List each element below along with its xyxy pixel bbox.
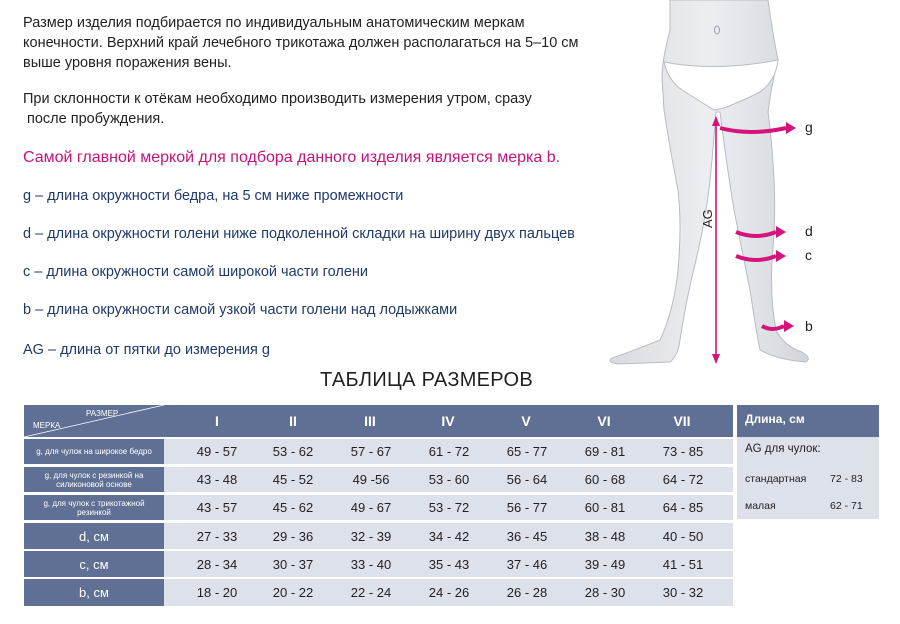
table-cell: 60 - 81 xyxy=(584,500,626,515)
length-row-name: малая xyxy=(745,500,776,512)
table-cell: 49 - 67 xyxy=(350,500,392,515)
table-cell: 18 - 20 xyxy=(196,585,238,600)
table-cell: 61 - 72 xyxy=(428,444,470,459)
table-cell: 56 - 64 xyxy=(506,472,548,487)
measure-ag: AG – длина от пятки до измерения g xyxy=(23,342,270,358)
table-cell: 41 - 51 xyxy=(662,557,704,572)
row-label: g, для чулок на широкое бедро xyxy=(36,447,152,456)
size-header-2: II xyxy=(289,413,297,429)
label-b: b xyxy=(805,318,813,334)
table-cell: 28 - 30 xyxy=(584,585,626,600)
size-header-4: IV xyxy=(441,413,455,429)
table-cell: 56 - 77 xyxy=(506,500,548,515)
table-cell: 53 - 72 xyxy=(428,500,470,515)
size-header-6: VI xyxy=(597,413,611,429)
table-cell: 38 - 48 xyxy=(584,529,626,544)
label-ag: AG xyxy=(700,209,715,228)
table-cell: 24 - 26 xyxy=(428,585,470,600)
table-cell: 35 - 43 xyxy=(428,557,470,572)
table-cell: 28 - 34 xyxy=(196,557,238,572)
table-cell: 57 - 67 xyxy=(350,444,392,459)
measure-b: b – длина окружности самой узкой части голени над лодыжками xyxy=(23,302,458,318)
table-cell: 33 - 40 xyxy=(350,557,392,572)
table-cell: 64 - 85 xyxy=(662,500,704,515)
table-cell: 43 - 57 xyxy=(196,500,238,515)
length-row-value: 72 - 83 xyxy=(830,473,863,485)
hips-shape xyxy=(610,0,808,364)
row-label: g, для чулок с трикотажной резинкой xyxy=(43,498,145,517)
table-cell: 22 - 24 xyxy=(350,585,392,600)
table-cell: 60 - 68 xyxy=(584,472,626,487)
table-cell: 29 - 36 xyxy=(272,529,314,544)
table-cell: 64 - 72 xyxy=(662,472,704,487)
table-cell: 32 - 39 xyxy=(350,529,392,544)
row-label: b, см xyxy=(79,585,109,600)
table-cell: 37 - 46 xyxy=(506,557,548,572)
table-cell: 36 - 45 xyxy=(506,529,548,544)
size-header-5: V xyxy=(521,413,531,429)
label-c: c xyxy=(805,247,812,263)
table-cell: 45 - 52 xyxy=(272,472,314,487)
label-g: g xyxy=(805,119,813,135)
table-cell: 27 - 33 xyxy=(196,529,238,544)
length-table-title: Длина, см xyxy=(745,412,805,426)
corner-measure-label: МЕРКА xyxy=(33,421,61,430)
table-cell: 30 - 37 xyxy=(272,557,314,572)
length-row-value: 62 - 71 xyxy=(830,500,863,512)
measure-g: g – длина окружности бедра, на 5 см ниже промежности xyxy=(23,188,404,204)
corner-size-label: РАЗМЕР xyxy=(86,409,119,418)
table-cell: 34 - 42 xyxy=(428,529,470,544)
table-cell: 45 - 62 xyxy=(272,500,314,515)
table-cell: 40 - 50 xyxy=(662,529,704,544)
table-cell: 73 - 85 xyxy=(662,444,704,459)
length-row-name: стандартная xyxy=(745,473,807,485)
row-label: d, см xyxy=(79,528,109,544)
main-measure-note: Самой главной меркой для подбора данного изделия является мерка b. xyxy=(23,149,561,166)
size-header-1: I xyxy=(215,413,219,429)
measure-d: d – длина окружности голени ниже подколенной складки на ширину двух пальцев xyxy=(23,226,575,242)
table-cell: 39 - 49 xyxy=(584,557,626,572)
table-cell: 30 - 32 xyxy=(662,585,704,600)
table-cell: 49 -56 xyxy=(352,472,390,487)
legs-diagram xyxy=(600,0,820,372)
label-d: d xyxy=(805,223,813,239)
table-cell: 20 - 22 xyxy=(272,585,314,600)
row-label: c, см xyxy=(79,556,109,572)
intro-line: выше уровня поражения вены. xyxy=(23,55,232,71)
intro-line: При склонности к отёкам необходимо производить измерения утром, сразу xyxy=(23,91,532,107)
table-title: ТАБЛИЦА РАЗМЕРОВ xyxy=(320,369,534,391)
table-cell: 26 - 28 xyxy=(506,585,548,600)
table-cell: 69 - 81 xyxy=(584,444,626,459)
size-header-3: III xyxy=(364,413,376,429)
table-cell: 53 - 62 xyxy=(272,444,314,459)
intro-paragraph-2 xyxy=(23,89,643,129)
intro-line: после пробуждения. xyxy=(27,111,165,127)
intro-line: конечности. Верхний край лечебного трикотажа должен располагаться на 5–10 см xyxy=(23,35,579,51)
measure-c: c – длина окружности самой широкой части голени xyxy=(23,264,369,280)
size-header-7: VII xyxy=(673,413,691,429)
table-cell: 53 - 60 xyxy=(428,472,470,487)
intro-line: Размер изделия подбирается по индивидуальным анатомическим меркам xyxy=(23,15,525,31)
table-cell: 65 - 77 xyxy=(506,444,548,459)
length-table-subtitle: AG для чулок: xyxy=(745,443,821,455)
row-label: g, для чулок с резинкой на силиконовой основе xyxy=(44,470,144,489)
table-cell: 49 - 57 xyxy=(196,444,238,459)
intro-paragraph-1 xyxy=(23,13,643,73)
table-cell: 43 - 48 xyxy=(196,472,238,487)
